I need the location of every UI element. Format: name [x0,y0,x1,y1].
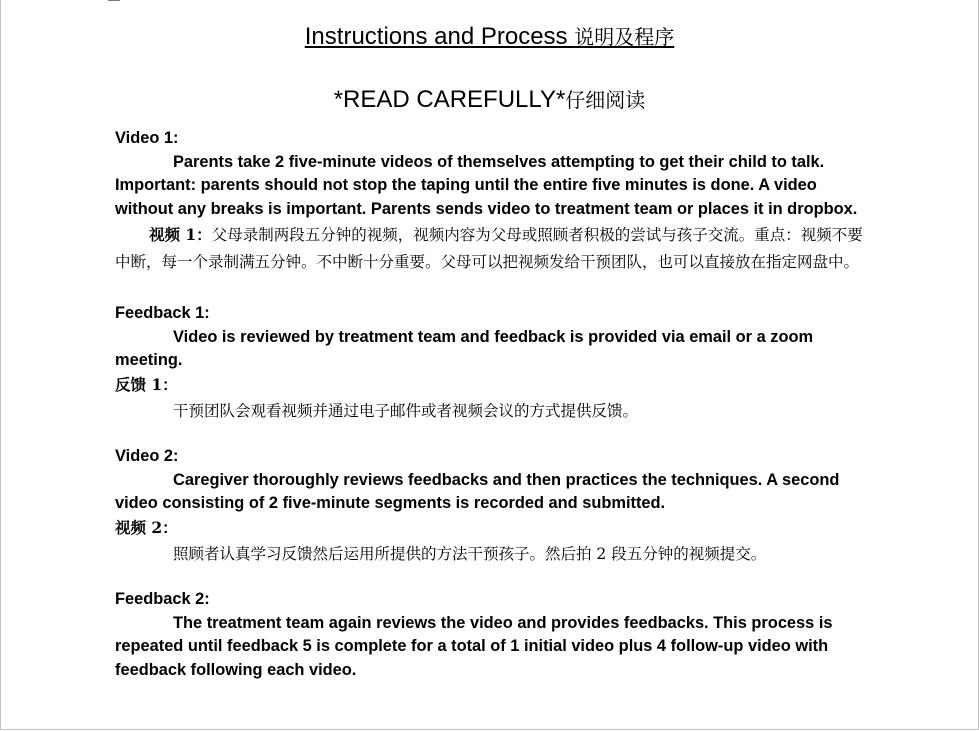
section-heading-feedback-1: Feedback 1: [115,304,210,322]
section-chinese-video-1 [115,221,867,276]
section-chinese-text-video-1: 父母录制两段五分钟的视频，视频内容为父母或照顾者积极的尝试与孩子交流。重点：视频不要中断，每一个录制满五分钟。不中断十分重要。父母可以把视频发给干预团队，也可以直接放在指定网盘中。 [115,226,863,271]
title-english: Instructions and Process [304,23,568,50]
title-chinese: 说明及程序 [574,25,675,49]
section-chinese-text-feedback-1: 干预团队会观看视频并通过电子邮件或者视频会议的方式提供反馈。 [173,402,639,420]
subtitle-english: *READ CAREFULLY* [333,86,566,113]
section-chinese-text-video-2: 照顾者认真学习反馈然后运用所提供的方法干预孩子。然后拍 2 段五分钟的视频提交。 [173,545,767,563]
section-heading-video-2: Video 2: [115,447,179,465]
document-title [0,22,979,52]
section-chinese-label-video-2: 视频 2： [115,517,178,537]
subtitle-chinese: 仔细阅读 [565,88,646,112]
section-text-video-1: Parents take 2 five-minute videos of themselves attempting to get their child to talk. Important: parents should not stop the taping until the entire five minutes is done. A video without any breaks is important. Parents sends video to treatment team or places it in dropbox. [115,152,858,218]
page-corner-mark [108,0,120,1]
section-heading-video-1: Video 1: [115,129,179,147]
section-heading-feedback-2: Feedback 2: [115,590,210,608]
section-chinese-label-video-1: 视频 1： [149,225,212,244]
section-text-feedback-2: The treatment team again reviews the video and provides feedbacks. This process is repeated until feedback 5 is complete for a total of 1 initial video plus 4 follow-up video with feedback following each video. [115,613,833,679]
section-text-feedback-1: Video is reviewed by treatment team and feedback is provided via email or a zoom meeting. [115,327,814,369]
document-subtitle [0,85,979,115]
document-body [115,127,867,682]
section-text-video-2: Caregiver thoroughly reviews feedbacks and then practices the techniques. A second video consisting of 2 five-minute segments is recorded and submitted. [115,470,840,512]
section-chinese-label-feedback-1: 反馈 1： [115,374,178,394]
